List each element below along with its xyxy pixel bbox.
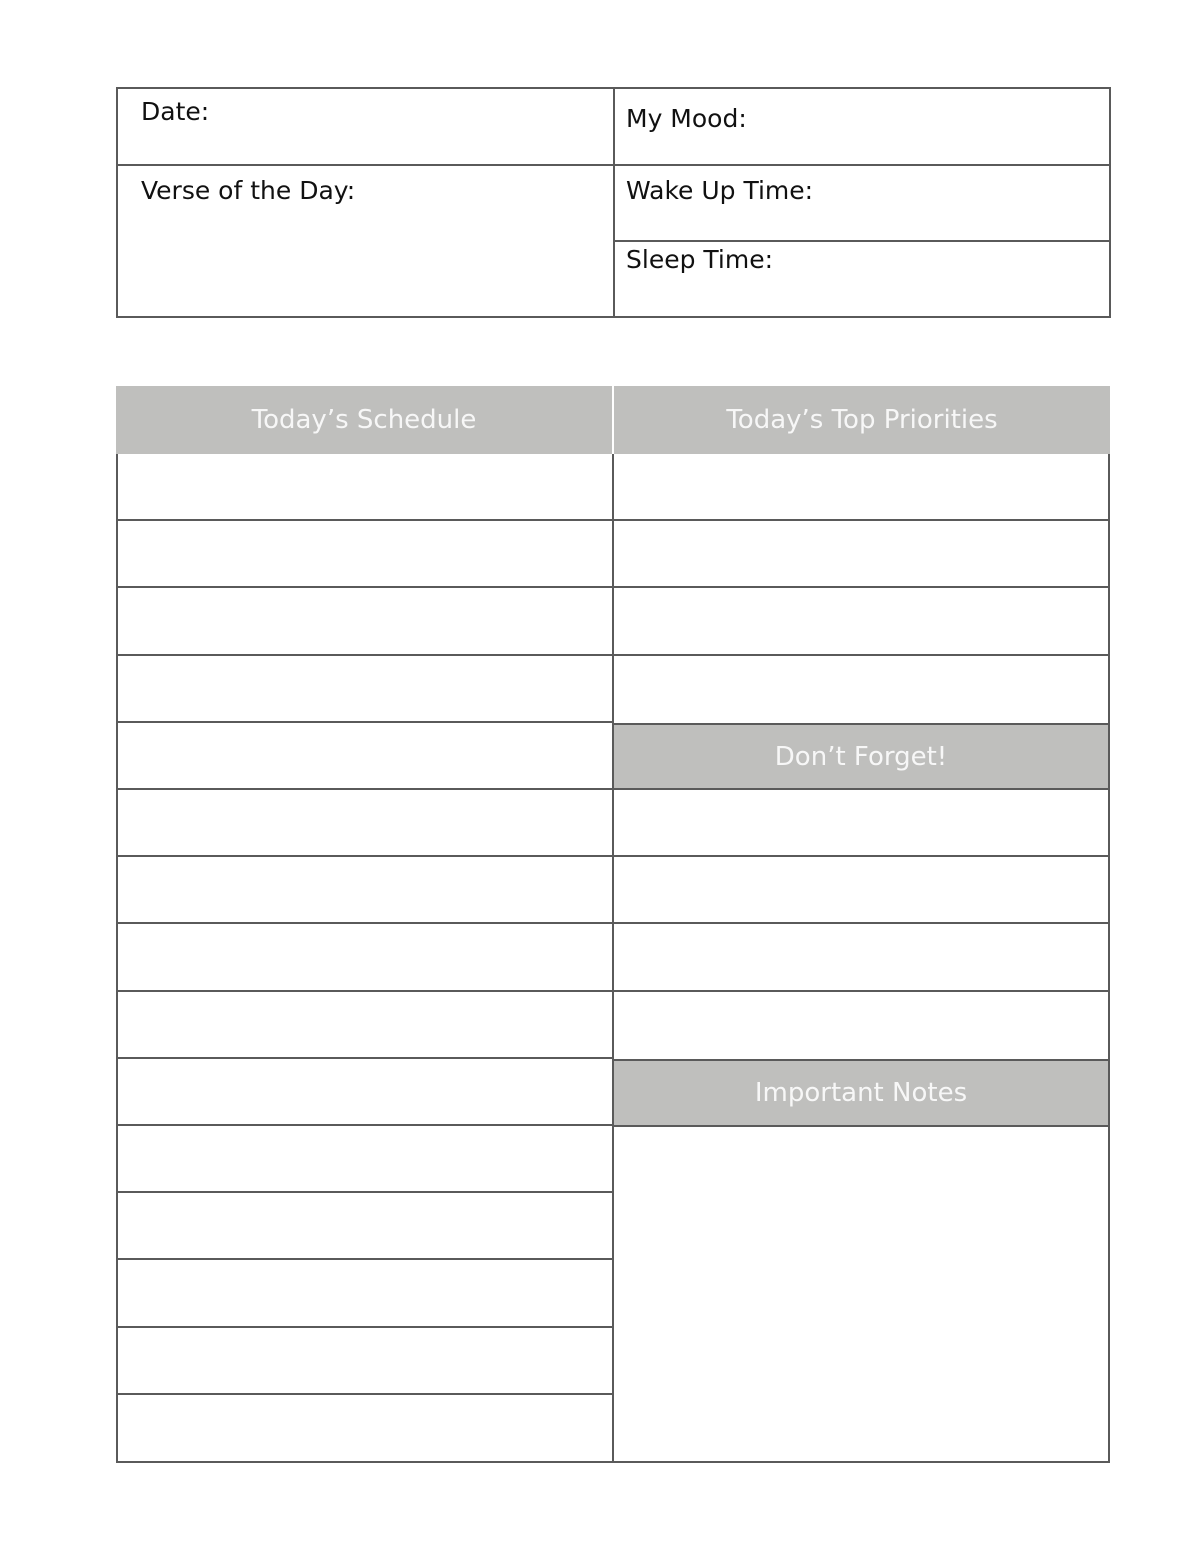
schedule-row[interactable] <box>118 1193 612 1260</box>
priorities-header: Today’s Top Priorities <box>614 386 1110 454</box>
schedule-row[interactable] <box>118 1126 612 1193</box>
info-table <box>116 87 1111 318</box>
dont-forget-row[interactable] <box>614 924 1108 991</box>
info-divider-right-2 <box>615 240 1109 242</box>
sleep-time-field[interactable]: Sleep Time: <box>626 245 773 274</box>
schedule-row[interactable] <box>118 521 612 588</box>
priority-row[interactable] <box>614 588 1108 655</box>
planner-right-border <box>1108 454 1110 1463</box>
info-divider-vertical <box>613 89 615 316</box>
schedule-row[interactable] <box>118 1260 612 1327</box>
important-notes-area[interactable] <box>614 1127 1108 1461</box>
schedule-row[interactable] <box>118 924 612 991</box>
verse-field[interactable]: Verse of the Day: <box>141 176 356 205</box>
planner-grid <box>116 386 1111 1463</box>
wake-up-time-field[interactable]: Wake Up Time: <box>626 176 814 205</box>
important-notes-header: Important Notes <box>614 1059 1108 1127</box>
schedule-row[interactable] <box>118 588 612 655</box>
info-divider-right-1 <box>615 164 1109 166</box>
mood-field[interactable]: My Mood: <box>626 104 747 133</box>
dont-forget-row[interactable] <box>614 790 1108 857</box>
schedule-row[interactable] <box>118 790 612 857</box>
schedule-row[interactable] <box>118 857 612 924</box>
info-divider-left <box>118 164 613 166</box>
schedule-row[interactable] <box>118 454 612 521</box>
schedule-row[interactable] <box>118 723 612 790</box>
priority-row[interactable] <box>614 454 1108 521</box>
schedule-row[interactable] <box>118 1328 612 1395</box>
schedule-row[interactable] <box>118 992 612 1059</box>
planner-bottom-border <box>116 1461 1110 1463</box>
schedule-row[interactable] <box>118 656 612 723</box>
dont-forget-row[interactable] <box>614 857 1108 924</box>
dont-forget-header: Don’t Forget! <box>614 723 1108 790</box>
priority-row[interactable] <box>614 521 1108 588</box>
schedule-row[interactable] <box>118 1395 612 1461</box>
schedule-row[interactable] <box>118 1059 612 1126</box>
schedule-header: Today’s Schedule <box>116 386 612 454</box>
date-field[interactable]: Date: <box>141 97 210 126</box>
dont-forget-row[interactable] <box>614 992 1108 1059</box>
priority-row[interactable] <box>614 656 1108 723</box>
